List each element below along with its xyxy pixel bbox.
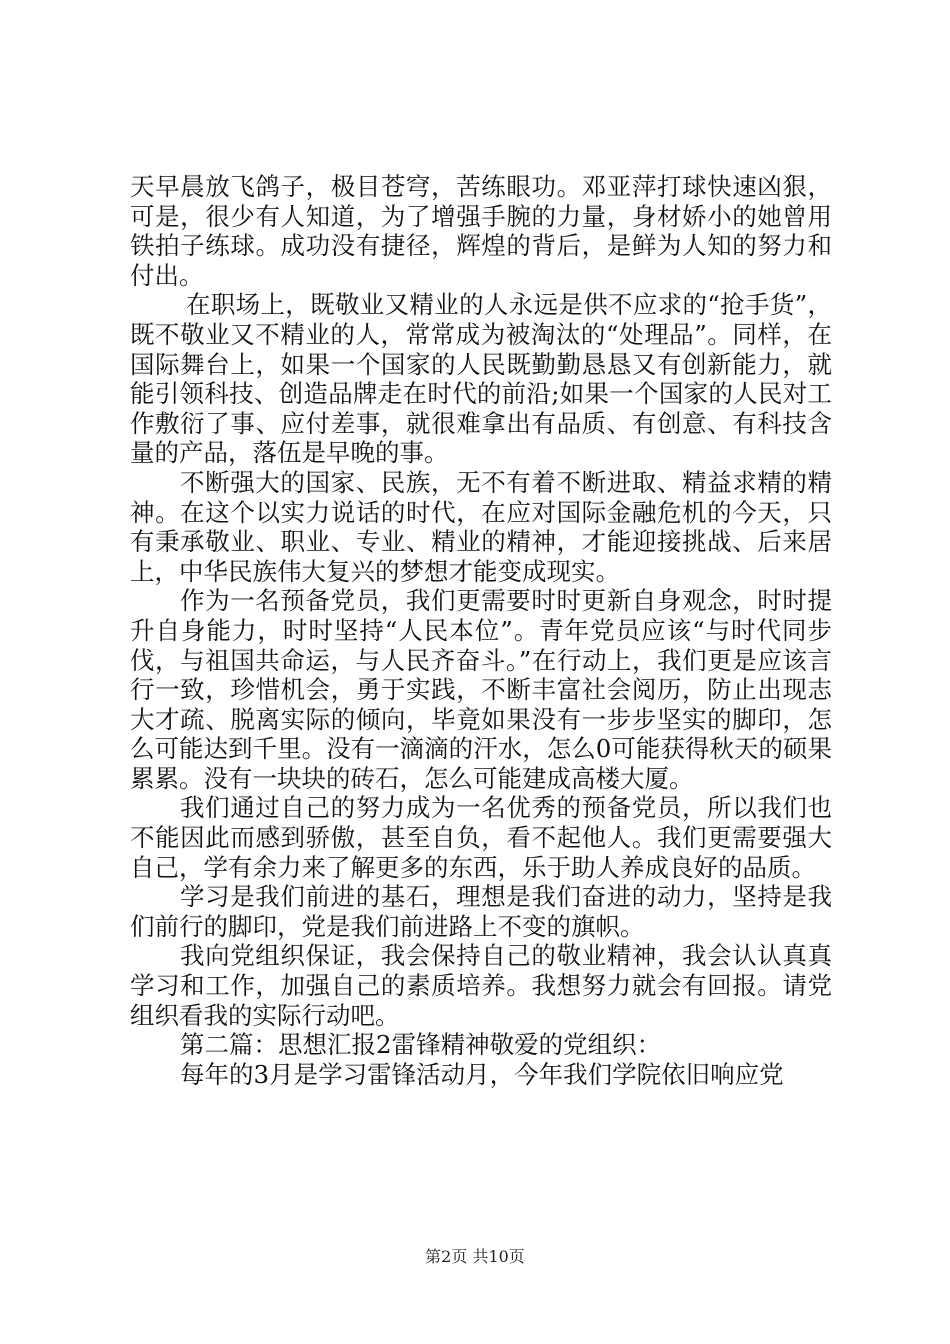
paragraph-7: 我向党组织保证，我会保持自己的敬业精神，我会认认真真学习和工作，加强自己的素质培养。我想努力就会有回报。请党组织看我的实际行动吧。 — [130, 941, 832, 1030]
paragraph-8: 每年的3月是学习雷锋活动月，今年我们学院依旧响应党 — [180, 1059, 784, 1089]
paragraph-2: 在职场上，既敬业又精业的人永远是供不应求的“抢手货”，既不敬业又不精业的人，常常成为被淘汰的“处理品”。同样，在国际舞台上，如果一个国家的人民既勤勤恳恳又有创新能力，就能引领科技、创造品牌走在时代的前沿;如果一个国家的人民对工作敷衍了事、应付差事，就很难拿出有品质、有创意、有科技含量的产品，落伍是早晚的事。 — [130, 290, 832, 468]
page-number-footer: 第2页 共10页 — [425, 1247, 525, 1266]
paragraph-1: 天早晨放飞鸽子，极目苍穹，苦练眼功。邓亚萍打球快速凶狠，可是，很少有人知道，为了增强手腕的力量，身材娇小的她曾用铁拍子练球。成功没有捷径，辉煌的背后，是鲜为人知的努力和付出。 — [130, 172, 832, 290]
paragraph-6: 学习是我们前进的基石，理想是我们奋进的动力，坚持是我们前行的脚印，党是我们前进路上不变的旗帜。 — [130, 882, 832, 941]
paragraph-4: 作为一名预备党员，我们更需要时时更新自身观念，时时提升自身能力，时时坚持“人民本位”。青年党员应该“与时代同步伐，与祖国共命运，与人民齐奋斗。”在行动上，我们更是应该言行一致，珍惜机会，勇于实践，不断丰富社会阅历，防止出现志大才疏、脱离实际的倾向，毕竟如果没有一步步坚实的脚印，怎么可能达到千里。没有一滴滴的汗水，怎么0可能获得秋天的硕果累累。没有一块块的砖石，怎么可能建成高楼大厦。 — [130, 586, 832, 793]
section-heading: 第二篇：思想汇报2雷锋精神敬爱的党组织： — [180, 1030, 662, 1060]
paragraph-5: 我们通过自己的努力成为一名优秀的预备党员，所以我们也不能因此而感到骄傲，甚至自负，看不起他人。我们更需要强大自己，学有余力来了解更多的东西，乐于助人养成良好的品质。 — [130, 793, 832, 882]
document-body — [130, 172, 832, 1089]
paragraph-3: 不断强大的国家、民族，无不有着不断进取、精益求精的精神。在这个以实力说话的时代，在应对国际金融危机的今天，只有秉承敬业、职业、专业、精业的精神，才能迎接挑战、后来居上，中华民族伟大复兴的梦想才能变成现实。 — [130, 467, 832, 586]
